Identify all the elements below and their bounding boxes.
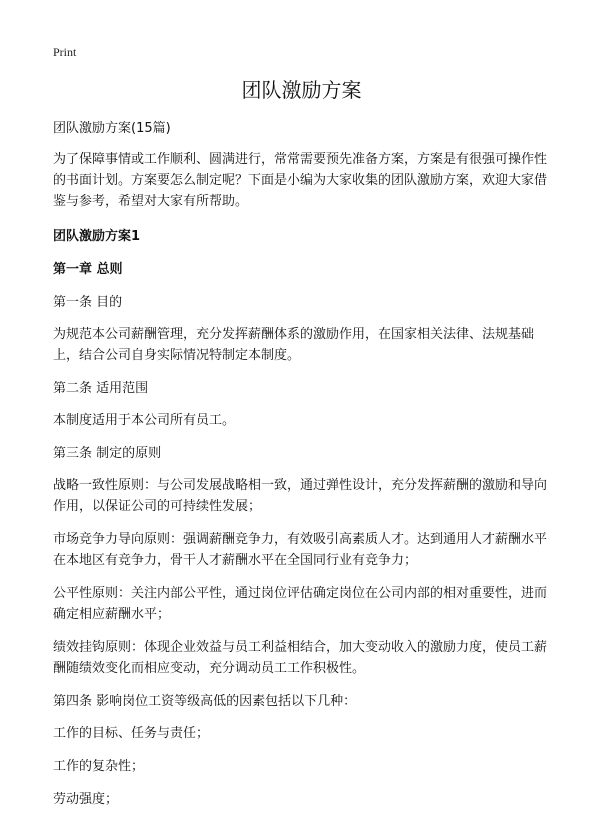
page-title: 团队激励方案 — [241, 78, 362, 102]
document-subtitle: 团队激励方案(15篇) — [53, 121, 171, 136]
factor-item: 工作的复杂性； — [53, 759, 145, 774]
article-1-heading: 第一条 目的 — [53, 295, 123, 310]
factor-item: 工作的目标、任务与责任； — [53, 726, 210, 741]
article-1-body: 为规范本公司薪酬管理，充分发挥薪酬体系的激励作用，在国家相关法律、法规基础上，结合公司自身实际情况特制定本制度。 — [53, 327, 535, 363]
principle-strategy: 战略一致性原则：与公司发展战略相一致，通过弹性设计，充分发挥薪酬的激励和导向作用，以保证公司的可持续性发展； — [53, 478, 548, 514]
principle-performance: 绩效挂钩原则：体现企业效益与员工利益相结合，加大变动收入的激励力度，使员工薪酬随绩效变化而相应变动，充分调动员工工作积极性。 — [53, 640, 548, 676]
article-4-heading: 第四条 影响岗位工资等级高低的因素包括以下几种： — [53, 694, 357, 709]
article-2-body: 本制度适用于本公司所有员工。 — [53, 413, 236, 428]
section-heading: 团队激励方案1 — [53, 229, 141, 244]
chapter-heading: 第一章 总则 — [53, 262, 123, 277]
principle-market: 市场竞争力导向原则：强调薪酬竞争力，有效吸引高素质人才。达到通用人才薪酬水平在本地区有竞争力，骨干人才薪酬水平在全国同行业有竞争力； — [53, 532, 548, 568]
article-2-heading: 第二条 适用范围 — [53, 381, 149, 396]
intro-paragraph: 为了保障事情或工作顺利、圆满进行，常常需要预先准备方案，方案是有很强可操作性的书面计划。方案要怎么制定呢？下面是小编为大家收集的团队激励方案，欢迎大家借鉴与参考，希望对大家有所帮助。 — [53, 152, 548, 209]
print-link[interactable]: Print — [53, 45, 77, 59]
article-3-heading: 第三条 制定的原则 — [53, 446, 162, 461]
factor-item: 劳动强度； — [53, 792, 119, 807]
principle-fairness: 公平性原则：关注内部公平性，通过岗位评估确定岗位在公司内部的相对重要性，进而确定相应薪酬水平； — [53, 586, 548, 622]
